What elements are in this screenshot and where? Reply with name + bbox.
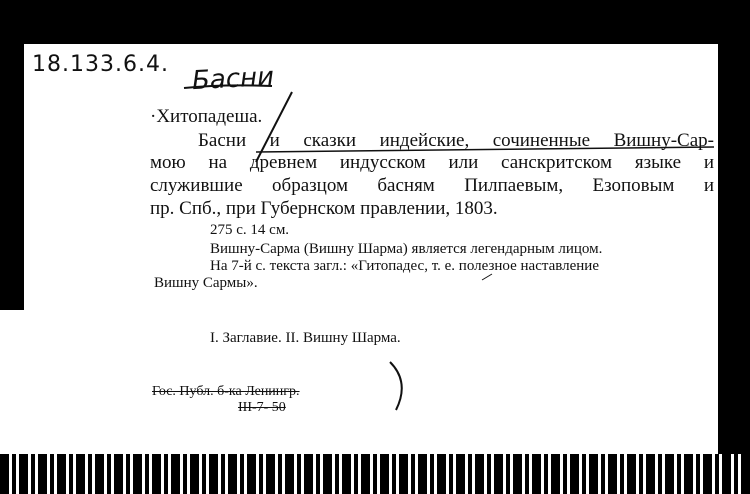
note-title-2: Вишну Сармы». xyxy=(154,275,258,291)
body-line-4: пр. Спб., при Губернском правлении, 1803. xyxy=(150,198,498,219)
call-number: 18.133.6.4. xyxy=(32,52,169,77)
stamp-bracket xyxy=(390,362,402,410)
body-line-3: служившие образцом басням Пилпаевым, Езоповым и xyxy=(150,175,714,196)
scan-edge-strip xyxy=(0,454,750,494)
added-entries: I. Заглавие. II. Вишну Шарма. xyxy=(210,330,401,346)
library-stamp-line-2: III-7- 50 xyxy=(238,400,286,415)
scan-border-left xyxy=(0,44,24,310)
underline-stroke xyxy=(184,85,272,88)
library-stamp-line-1: Гос. Публ. б-ка Ленингр. xyxy=(152,384,300,399)
note-title-1: На 7-й с. текста загл.: «Гитопадес, т. е. полезное наставление xyxy=(210,258,599,274)
body-line-1: Басни и сказки индейские, сочиненные Вишну-Сар- xyxy=(198,130,714,151)
handwritten-note: Басни xyxy=(191,61,275,97)
catalog-card xyxy=(24,44,718,454)
tick-mark xyxy=(482,274,492,280)
card-heading: ·Хитопадеша. xyxy=(150,106,263,127)
pen-marks xyxy=(24,44,718,454)
note-author: Вишну-Сарма (Вишну Шарма) является легендарным лицом. xyxy=(210,241,603,257)
scan-border-top xyxy=(0,0,750,44)
scan-border-right xyxy=(718,44,750,454)
note-collation: 275 с. 14 см. xyxy=(210,222,290,238)
underline-stroke-2 xyxy=(256,147,714,152)
body-line-2: мою на древнем индусском или санскритском языке и xyxy=(150,152,714,173)
